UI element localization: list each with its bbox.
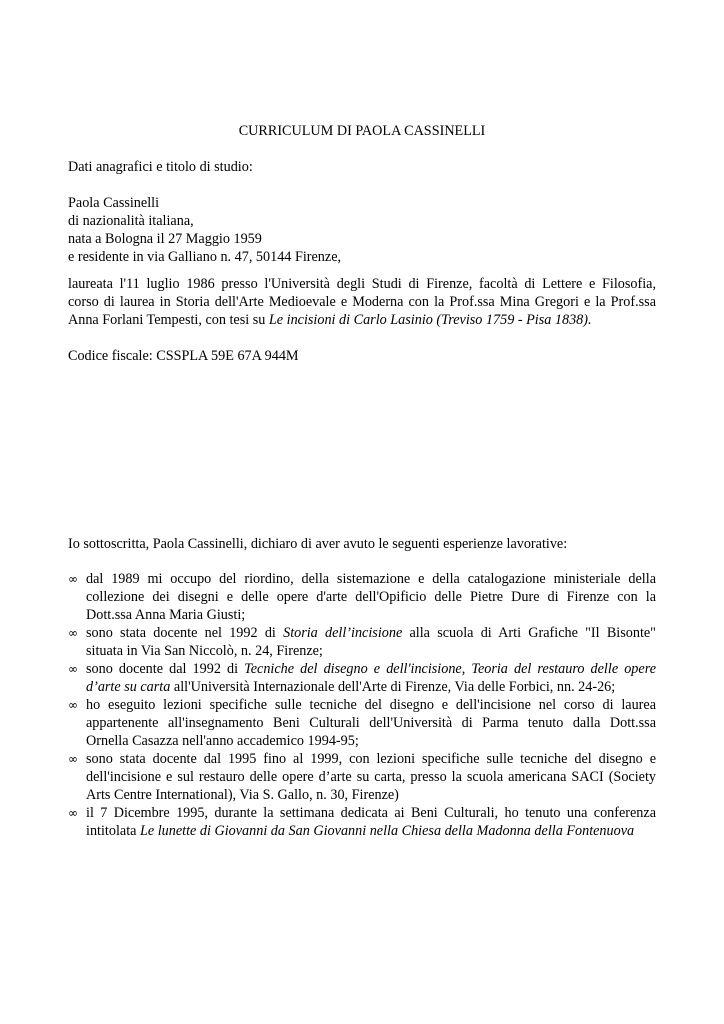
- list-item-text: sono stata docente nel 1992 di: [86, 625, 284, 641]
- list-item-line: Dott.ssa Anna Maria Giusti;: [86, 607, 246, 623]
- codice-fiscale: Codice fiscale: CSSPLA 59E 67A 944M: [68, 348, 299, 364]
- anagrafica-nationality: di nazionalità italiana,: [68, 213, 194, 229]
- laurea-line: corso di laurea in Storia dell'Arte Medioevale e Moderna con la Prof.ssa Mina Gregori e la Prof.ssa: [68, 294, 656, 310]
- list-item-line: sono stata docente dal 1995 fino al 1999, con lezioni specifiche sulle tecniche del disegno e: [86, 751, 656, 767]
- infinity-bullet-icon: ∞: [68, 698, 78, 712]
- infinity-bullet-icon: ∞: [68, 752, 78, 766]
- infinity-bullet-icon: ∞: [68, 626, 78, 640]
- esperienze-intro: Io sottoscritta, Paola Cassinelli, dichiaro di aver avuto le seguenti esperienze lavorative:: [68, 536, 568, 552]
- laurea-line: [68, 311, 656, 329]
- laurea-paragraph: [68, 275, 656, 329]
- list-item-line: situata in Via San Niccolò, n. 24, Firenze;: [86, 643, 323, 659]
- anagrafica-name: Paola Cassinelli: [68, 195, 160, 211]
- list-item-text: sono docente dal 1992 di: [86, 661, 245, 677]
- list-item: [68, 804, 656, 840]
- list-item-line: [86, 660, 656, 678]
- list-item-line: ho eseguito lezioni specifiche sulle tecniche del disegno e dell'incisione nel corso di laurea: [86, 697, 656, 713]
- infinity-bullet-icon: ∞: [68, 572, 78, 586]
- list-item-line: collezione dei disegni e delle opere d'arte dell'Opificio delle Pietre Dure di Firenze con la: [86, 589, 656, 605]
- esperienze-list: [68, 570, 656, 840]
- anagrafica-details: [68, 194, 656, 266]
- course-title: d’arte su carta: [86, 679, 171, 695]
- list-item-text: all'Università Internazionale dell'Arte di Firenze, Via delle Forbici, nn. 24-26;: [170, 679, 616, 695]
- list-item-line: il 7 Dicembre 1995, durante la settimana dedicata ai Beni Culturali, ho tenuto una conferenza: [86, 805, 656, 821]
- list-item-text: alla scuola di Arti Grafiche "Il Bisonte": [402, 625, 656, 641]
- course-title: Storia dell’incisione: [283, 625, 403, 641]
- anagrafica-heading: Dati anagrafici e titolo di studio:: [68, 159, 253, 175]
- course-title: Tecniche del disegno e dell'incisione, Teoria del restauro delle opere: [244, 661, 656, 677]
- list-item: [68, 624, 656, 660]
- list-item: [68, 570, 656, 624]
- list-item-line: Arts Centre International), Via S. Gallo, n. 30, Firenze): [86, 787, 399, 803]
- list-item: [68, 750, 656, 804]
- list-item-line: [86, 822, 656, 840]
- anagrafica-birth: nata a Bologna il 27 Maggio 1959: [68, 231, 262, 247]
- document-title: CURRICULUM DI PAOLA CASSINELLI: [238, 123, 486, 139]
- list-item-text: intitolata: [86, 823, 140, 839]
- laurea-line: laureata l'11 luglio 1986 presso l'Università degli Studi di Firenze, facoltà di Lettere e Filosofia,: [68, 276, 656, 292]
- esperienze-intro-section: [68, 535, 656, 553]
- laurea-text: Anna Forlani Tempesti, con tesi su: [68, 312, 269, 328]
- list-item-line: Ornella Casazza nell'anno accademico 1994-95;: [86, 733, 359, 749]
- anagrafica-residence: e residente in via Galliano n. 47, 50144 Firenze,: [68, 249, 342, 265]
- conference-title: Le lunette di Giovanni da San Giovanni nella Chiesa della Madonna della Fontenuova: [139, 823, 635, 839]
- anagrafica-section: [68, 158, 656, 176]
- thesis-title: Le incisioni di Carlo Lasinio (Treviso 1759 - Pisa 1838).: [268, 312, 592, 328]
- infinity-bullet-icon: ∞: [68, 662, 78, 676]
- list-item-line: [86, 624, 656, 642]
- list-item-line: dell'incisione e sul restauro delle opere d’arte su carta, presso la scuola americana SACI (Society: [86, 769, 656, 785]
- codice-fiscale-section: [68, 347, 656, 365]
- list-item-line: [86, 678, 656, 696]
- list-item-line: dal 1989 mi occupo del riordino, della sistemazione e della catalogazione ministeriale della: [86, 571, 656, 587]
- list-item: [68, 696, 656, 750]
- infinity-bullet-icon: ∞: [68, 806, 78, 820]
- list-item-line: appartenente all'insegnamento Beni Culturali dell'Università di Parma tenuto dalla Dott.ssa: [86, 715, 656, 731]
- list-item: [68, 660, 656, 696]
